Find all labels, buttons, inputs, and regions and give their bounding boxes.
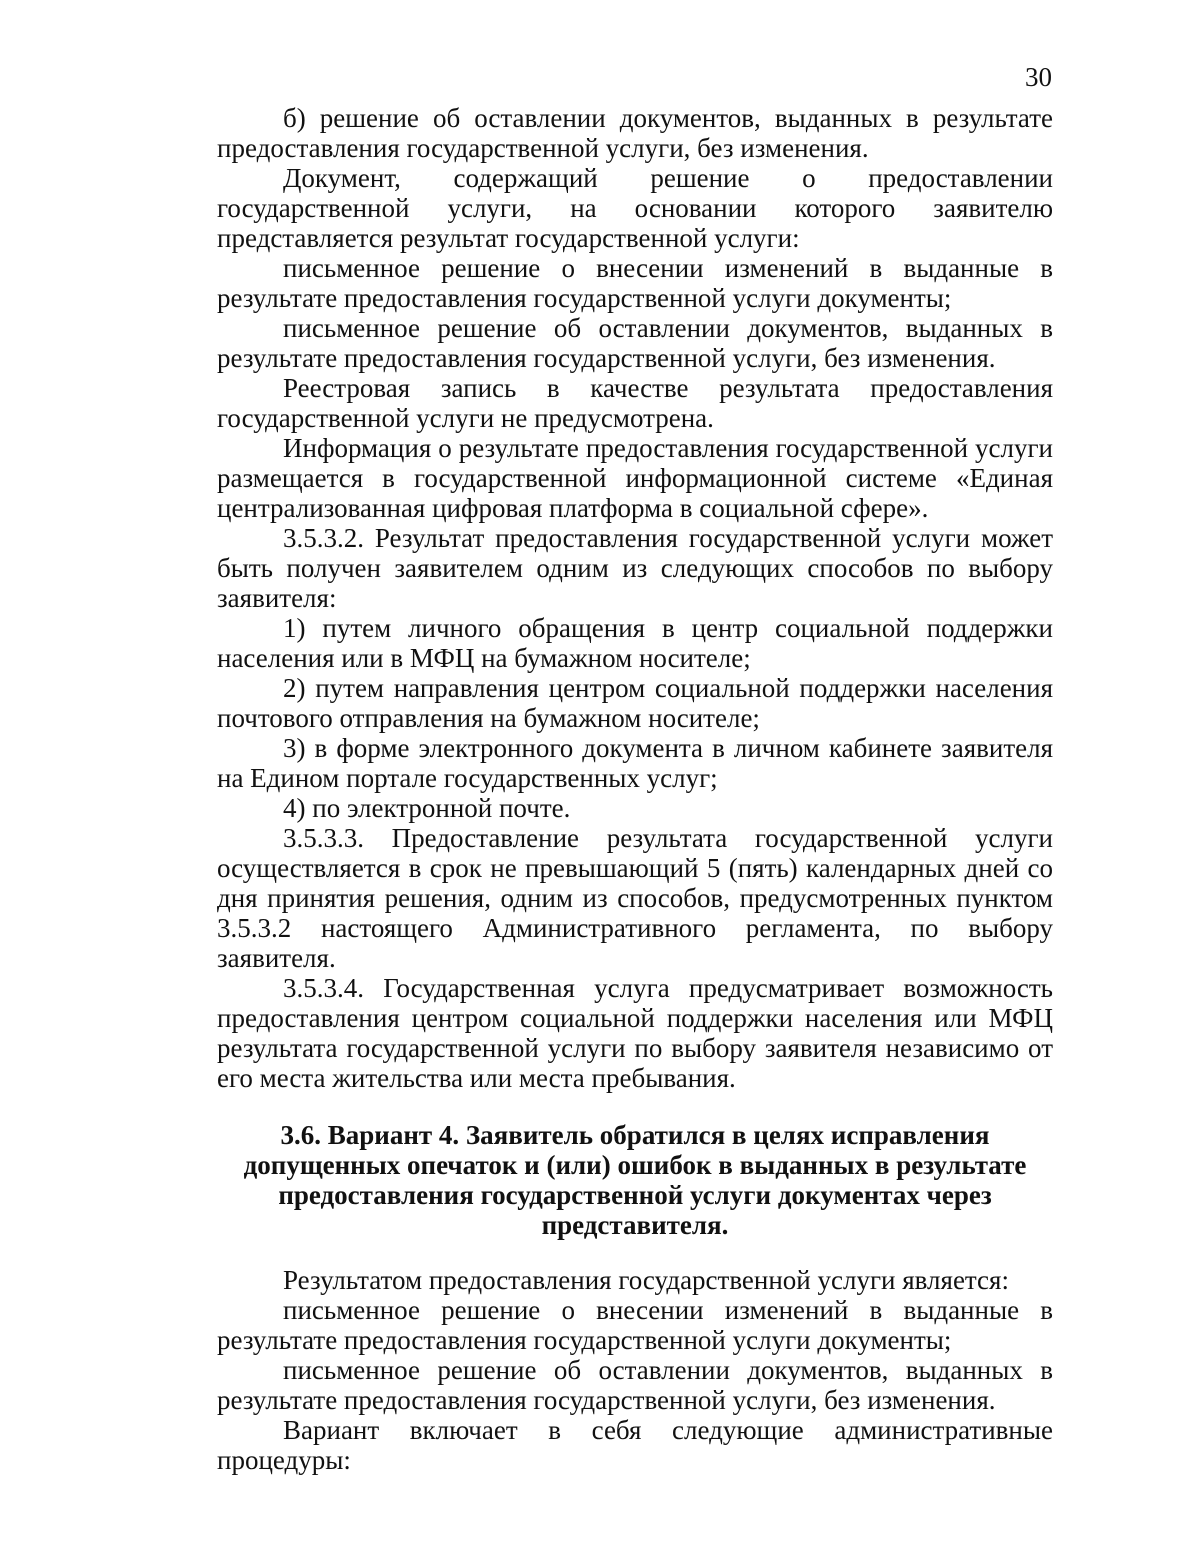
paragraph: письменное решение о внесении изменений в выданные в результате предоставления государственной услуги документы; bbox=[217, 1295, 1053, 1355]
section-heading bbox=[217, 1120, 1053, 1240]
paragraph: 3.5.3.2. Результат предоставления государственной услуги может быть получен заявителем одним из следующих способов по выбору заявителя: bbox=[217, 523, 1053, 613]
paragraph: письменное решение об оставлении документов, выданных в результате предоставления государственной услуги, без изменения. bbox=[217, 313, 1053, 373]
paragraph: Вариант включает в себя следующие административные процедуры: bbox=[217, 1415, 1053, 1475]
section-body-2 bbox=[217, 1265, 1053, 1475]
paragraph: Информация о результате предоставления государственной услуги размещается в государственной информационной системе «Единая централизованная цифровая платформа в социальной сфере». bbox=[217, 433, 1053, 523]
heading-line: представителя. bbox=[541, 1210, 729, 1240]
paragraph: письменное решение об оставлении документов, выданных в результате предоставления государственной услуги, без изменения. bbox=[217, 1355, 1053, 1415]
paragraph: Документ, содержащий решение о предоставлении государственной услуги, на основании которого заявителю представляется результат государственной услуги: bbox=[217, 163, 1053, 253]
heading-line: предоставления государственной услуги документах через bbox=[278, 1180, 992, 1210]
heading-line: 3.6. Вариант 4. Заявитель обратился в целях исправления bbox=[280, 1120, 990, 1150]
paragraph: 3.5.3.3. Предоставление результата государственной услуги осуществляется в срок не превышающий 5 (пять) календарных дней со дня принятия решения, одним из способов, предусмотренных пунктом 3.5.3.2 настоящего Административного регламента, по выбору заявителя. bbox=[217, 823, 1053, 973]
list-item: 2) путем направления центром социальной поддержки населения почтового отправления на бумажном носителе; bbox=[217, 673, 1053, 733]
paragraph: Результатом предоставления государственной услуги является: bbox=[283, 1265, 1009, 1295]
paragraph: б) решение об оставлении документов, выданных в результате предоставления государственной услуги, без изменения. bbox=[217, 103, 1053, 163]
paragraph: 3.5.3.4. Государственная услуга предусматривает возможность предоставления центром социальной поддержки населения или МФЦ результата государственной услуги по выбору заявителя независимо от его места жительства или места пребывания. bbox=[217, 973, 1053, 1093]
section-body-1 bbox=[217, 103, 1053, 1093]
paragraph: письменное решение о внесении изменений в выданные в результате предоставления государственной услуги документы; bbox=[217, 253, 1053, 313]
page-number: 30 bbox=[1025, 62, 1052, 92]
list-item: 4) по электронной почте. bbox=[283, 793, 571, 823]
paragraph: Реестровая запись в качестве результата предоставления государственной услуги не предусмотрена. bbox=[217, 373, 1053, 433]
heading-line: допущенных опечаток и (или) ошибок в выданных в результате bbox=[243, 1150, 1027, 1180]
list-item: 1) путем личного обращения в центр социальной поддержки населения или в МФЦ на бумажном носителе; bbox=[217, 613, 1053, 673]
list-item: 3) в форме электронного документа в личном кабинете заявителя на Едином портале государственных услуг; bbox=[217, 733, 1053, 793]
